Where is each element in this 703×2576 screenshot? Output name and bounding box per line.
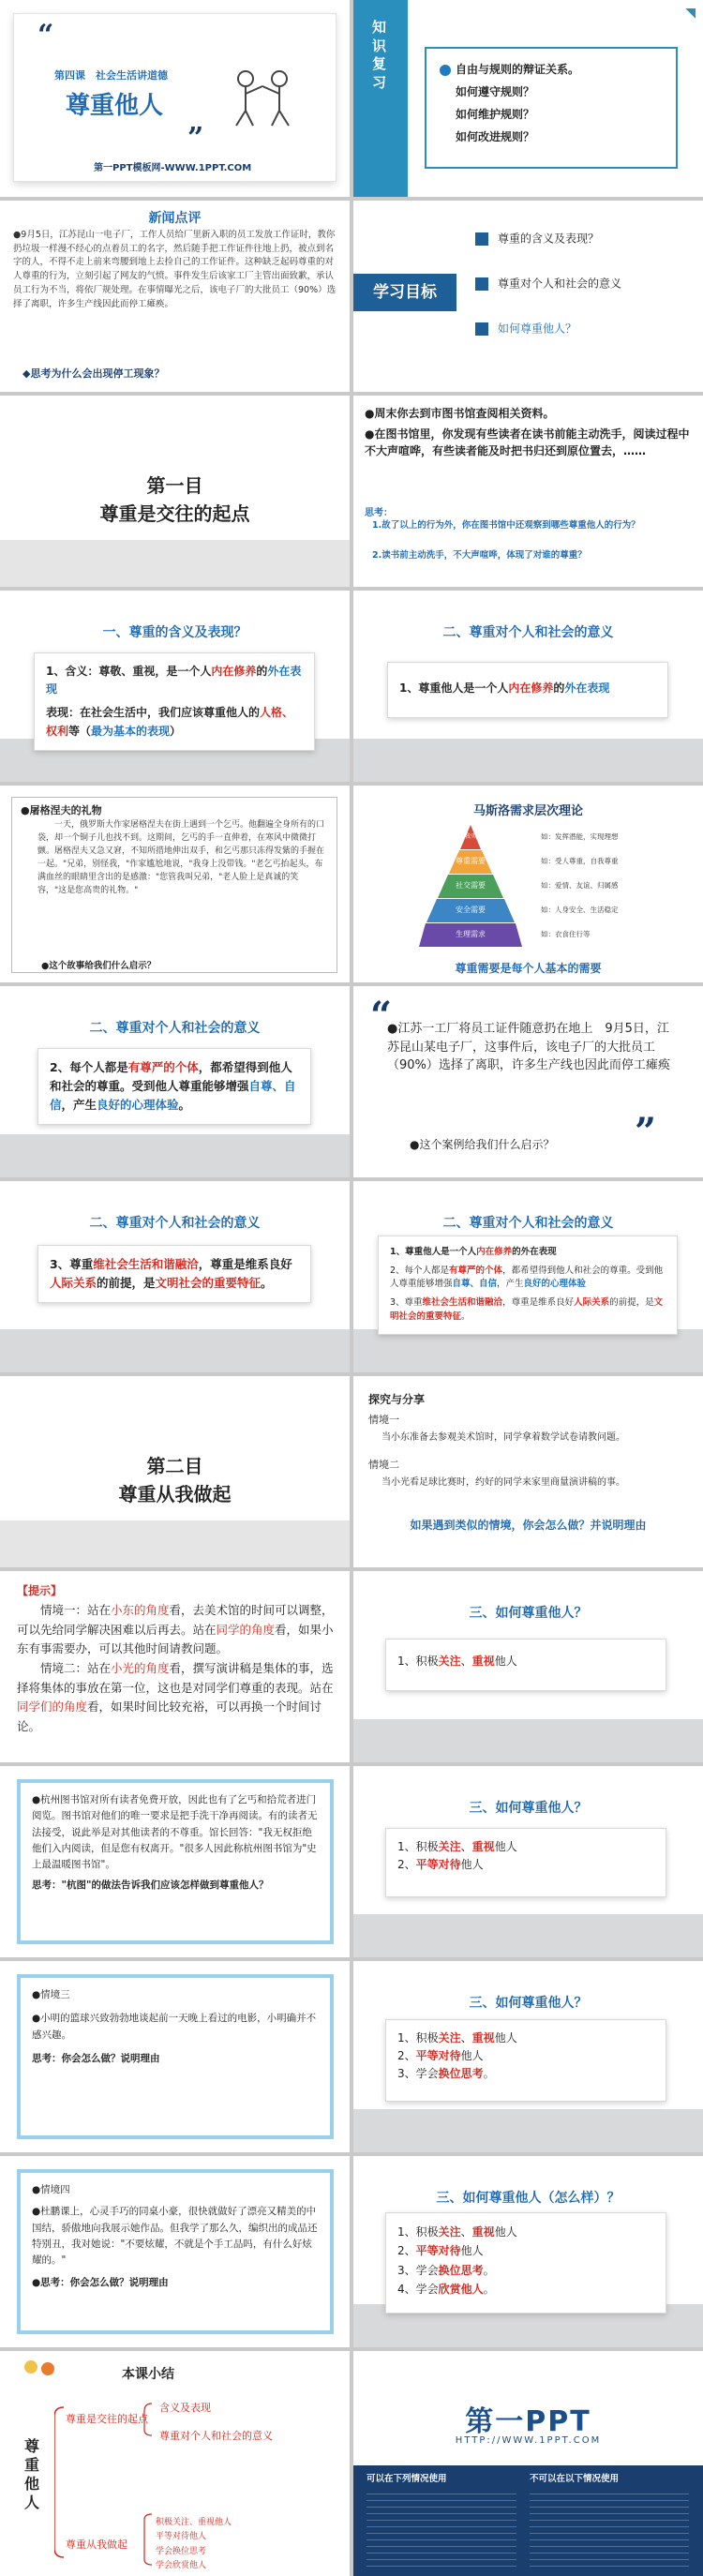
pyramid-label: 社交需要: [456, 881, 486, 890]
case-desc: 当小东准备去参观美术馆时，同学拿着数学试卷请教问题。: [381, 1432, 625, 1443]
brand-fine-print: [530, 2488, 689, 2569]
significance-title: 二、尊重对个人和社会的意义: [442, 625, 614, 640]
scenario-box: [17, 1974, 334, 2139]
summary-line: 2、每个人都是有尊严的个体，都希望得到他人和社会的尊重。受到他人尊重能够增强自尊、自信，产生良好的心理体验: [390, 1265, 664, 1290]
summary-line: 3、尊重维社会生活和谐融洽，尊重是维系良好人际关系的前提，是文明社会的重要特征。: [390, 1297, 664, 1322]
goal-item: 尊重对个人和社会的意义: [475, 277, 621, 291]
slide-explore: [353, 1376, 703, 1567]
slide-significance-3: [0, 1181, 350, 1372]
case-label: 情境一: [368, 1414, 399, 1426]
slide-significance-summary: [353, 1181, 703, 1372]
review-item: 如何维护规则？: [456, 108, 535, 121]
meaning-box: [34, 652, 315, 751]
nav-arrow-icon: ◥: [685, 6, 696, 21]
summary-leaf: 学会换位思考: [156, 2546, 207, 2556]
slide-library: [353, 396, 703, 587]
scenario-question: 思考：你会怎么做？说明理由: [32, 2052, 160, 2064]
story-question: ●这个故事给我们什么启示？: [41, 961, 157, 971]
significance-box: [387, 662, 668, 718]
meaning-line: 表现：在社会生活中，我们应该尊重他人的人格、权利等（最为基本的表现）: [46, 706, 294, 738]
pyramid-desc: 如：受人尊重，自我尊重: [541, 857, 619, 865]
library-case-box: [17, 1779, 334, 1944]
how-item: 2、平等对待他人: [397, 2244, 484, 2258]
review-list: [425, 47, 678, 169]
slide-how-3: [353, 1961, 703, 2152]
scenario-body: ●小明的篮球兴致勃勃地谈起前一天晚上看过的电影，小明确并不感兴趣。: [32, 2013, 317, 2041]
story-title: ●屠格涅夫的礼物: [21, 804, 102, 816]
tips-body: 情境一：站在小东的角度看，去美术馆的时间可以调整，可以先给同学解决困难以后再去。站在同学的角度看，如果小东有事需要办，可以其他时间请教问题。 情境二：站在小光的角度看，撰写演讲稿是集体的事，选择将集体的事放在第一位，这也是对同学们尊重的表现。站在同学们的角度看，如果时间比较充裕，可以再换一个时间讨论。: [17, 1603, 334, 1733]
library-q2: 2.读书前主动洗手，不大声喧哗，体现了对谁的尊重？: [372, 550, 587, 561]
case-text: ●江苏一工厂将员工证件随意扔在地上 9月5日，江苏昆山某电子厂，这事件后，该电子厂的大批员工（90%）选择了离职，许多生产线也因此而停工瘫痪: [387, 1022, 670, 1072]
slide-scenario-3: [0, 1961, 350, 2152]
section-label: 第一目: [146, 474, 203, 497]
how-box: [385, 1639, 666, 1691]
slide-significance-2: [0, 986, 350, 1177]
how-item: 2、平等对待他人: [397, 2049, 484, 2063]
section-title: 尊重从我做起: [118, 1483, 232, 1505]
pyramid-desc: 如：发挥潜能，实现理想: [541, 832, 619, 841]
scenario-body: ●杜鹏课上，心灵手巧的同桌小豪，很快就做好了漂亮又精美的中国结，骄傲地向我展示她作品。但我学了那么久，编织出的成品还特别丑，我对她说："不要炫耀，不就是个手工品吗，有什么好炫耀的。": [32, 2206, 318, 2267]
review-item: 如何改进规则？: [456, 130, 535, 143]
brand-col-title: 可以在下列情况使用: [366, 2474, 447, 2484]
explore-question: 如果遇到类似的情境，你会怎么做？并说明理由: [410, 1519, 647, 1532]
significance-box: [378, 1236, 678, 1335]
scenario-question: ●思考：你会怎么做？说明理由: [32, 2276, 169, 2288]
slide-how-1: [353, 1571, 703, 1762]
lesson-label: 第四课 社会生活讲道德: [54, 69, 168, 82]
slide-maslow: [353, 786, 703, 982]
how-item: 1、积极关注、重视他人: [397, 1655, 517, 1668]
pyramid-label: 安全需要: [456, 906, 486, 914]
pyramid-desc: 如：人身安全、生活稳定: [541, 906, 619, 914]
slide-main-title: 尊重他人: [66, 92, 164, 120]
slide-section-two: [0, 1376, 350, 1567]
slide-summary: [0, 2351, 350, 2576]
how-box: [385, 1828, 666, 1897]
summary-line: 1、尊重他人是一个人内在修养的外在表现: [390, 1247, 557, 1257]
news-question: ◆思考为什么会出现停工现象？: [22, 367, 165, 380]
how-title: 三、如何尊重他人？: [469, 1996, 588, 2011]
bullet-circle-icon: [440, 65, 451, 76]
section-title: 尊重是交往的起点: [99, 502, 250, 525]
review-item: 如何遵守规则？: [456, 85, 535, 98]
scenario-box: [17, 2169, 334, 2334]
how-item: 4、学会欣赏他人。: [397, 2283, 495, 2297]
significance-line: 1、尊重他人是一个人内在修养的外在表现: [399, 681, 610, 695]
summary-leaf: 积极关注、重视他人: [156, 2518, 232, 2527]
case-label: 情境二: [368, 1459, 399, 1471]
slide-section-one: [0, 396, 350, 587]
how-item: 3、学会换位思考。: [397, 2067, 495, 2081]
how-item: 1、积极关注、重视他人: [397, 2225, 517, 2239]
how-title: 三、如何尊重他人（怎么样）？: [436, 2191, 621, 2206]
slide-library-case: [0, 1766, 350, 1957]
scenario-head: ●情境四: [32, 2184, 70, 2195]
significance-box: 2、每个人都是有尊严的个体，都希望得到他人和社会的尊重。受到他人尊重能够增强自尊、自信，产生良好的心理体验。: [37, 1048, 311, 1125]
slide-how-2: [353, 1766, 703, 1957]
tips-label: 【提示】: [17, 1584, 63, 1597]
slide-tips: [0, 1571, 350, 1762]
summary-leaf: 学会欣赏他人: [156, 2560, 207, 2570]
significance-title: 二、尊重对个人和社会的意义: [89, 1216, 261, 1231]
explore-title: 探究与分享: [368, 1393, 426, 1406]
section-label: 第二目: [146, 1455, 203, 1477]
slide-title: [0, 0, 350, 197]
significance-title: 二、尊重对个人和社会的意义: [89, 1021, 261, 1036]
brand-fine-print: [366, 2488, 516, 2569]
how-title: 三、如何尊重他人？: [469, 1606, 588, 1621]
slide-news: [0, 201, 350, 392]
news-title: 新闻点评: [148, 211, 202, 226]
pyramid-label: 生理需求: [456, 930, 486, 938]
square-bullet-icon: [475, 232, 488, 246]
story-body: 一天，俄罗斯大作家屠格涅夫在街上遇到一个乞丐。他翻遍全身所有的口袋，却一个铜子儿也找不到。这期间，乞丐的手一直伸着，在寒风中微微打颤。屠格涅夫又急又窘，不知所措地伸出双手，和乞丐那只冻得发紫的手握在一起。"兄弟，别怪我，"作家尴尬地说，"我身上没带钱。"老乞丐抬起头，布满血丝的眼睛里含出的是感激："您管我叫兄弟，"老人脸上是真诚的笑容，"这是您高贵的礼物。": [37, 820, 325, 895]
how-item: 1、积极关注、重视他人: [397, 1840, 517, 1853]
quote-open-icon: “: [37, 19, 54, 52]
library-think: 思考：: [365, 508, 393, 518]
quote-close-icon: ”: [187, 122, 204, 155]
how-item: 3、学会换位思考。: [397, 2263, 495, 2277]
summary-title: 本课小结: [122, 2367, 174, 2382]
significance-title: 二、尊重对个人和社会的意义: [442, 1216, 614, 1231]
slide-case: [353, 986, 703, 1177]
pyramid-label: 尊重需要: [456, 857, 486, 865]
summary-branch: 尊重是交往的起点: [66, 2413, 148, 2425]
meaning-line: 1、含义：尊敬、重视，是一个人内在修养的外在表现: [46, 665, 302, 696]
goal-item: 尊重的含义及表现？: [475, 232, 621, 246]
case-question: ●这个案例给我们什么启示？: [410, 1138, 555, 1151]
square-bullet-icon: [475, 277, 488, 291]
summary-leaf: 含义及表现: [159, 2402, 211, 2414]
slide-brand: [353, 2351, 703, 2576]
summary-root: 尊重他人: [24, 2437, 40, 2511]
slide-story: [0, 786, 350, 982]
meaning-title: 一、尊重的含义及表现？: [102, 625, 247, 640]
how-item: 1、积极关注、重视他人: [397, 2031, 517, 2044]
footer-brand: 第一PPT模板网-WWW.1PPT.COM: [94, 163, 252, 173]
figures-icon: [22, 2359, 60, 2385]
library-p1: ●周末你去到市图书馆查阅相关资料。: [365, 407, 555, 420]
slide-how-4: [353, 2156, 703, 2347]
slide-significance-1: [353, 591, 703, 782]
library-p2: ●在图书馆里，你发现有些读者在读书前能主动洗手，阅读过程中不大声喧哗，有些读者能及时把书归还到原位置去，……: [365, 427, 690, 457]
library-case-body: ●杭州图书馆对所有读者免费开放，因此也有了乞丐和拾荒者进门阅览。图书馆对他们的唯一要求是把手洗干净再阅读。有的读者无法接受，说此举是对其他读者的不尊重。馆长回答："我无权拒绝他们入内阅读，但是您有权离开。"很多人因此称杭州图书馆为"史上最温暖图书馆"。: [32, 1794, 318, 1871]
brand-col-title: 不可以在以下情况使用: [530, 2474, 620, 2484]
pyramid-desc: 如：爱情、友谊、归属感: [541, 881, 619, 890]
library-case-question: 思考："杭图"的做法告诉我们应该怎样做到尊重他人？: [32, 1879, 269, 1891]
square-bullet-icon: [475, 322, 488, 336]
goal-item: 如何尊重他人？: [475, 322, 621, 336]
news-body: ●9月5日，江苏昆山一电子厂，工作人员给厂里新入职的员工发放工作证时，教你扔垃圾一样漫不经心的点着员工的名字，然后随手把工作证件往地上扔，被点到名字的人，不得不走上前来弯腰到地上去捡自己的工作证件。这种缺乏起码尊重的对人尊重的行为，立刻引起了网友的气愤。事件发生后该家工厂主管出面致歉，承认员工行为不当，将依厂规处理。在事情曝光之后，该电子厂的大批员工（90%）选择了离职，许多生产线因此而停工瘫痪。: [13, 230, 337, 309]
slide-meaning: [0, 591, 350, 782]
maslow-footer: 尊重需要是每个人基本的需要: [455, 962, 602, 975]
summary-branch: 尊重从我做起: [66, 2539, 127, 2551]
brand-url: HTTP://WWW.1PPT.COM: [455, 2435, 602, 2446]
pyramid-label: 自我实现: [458, 833, 482, 840]
significance-box: 3、尊重维社会生活和谐融洽，尊重是维系良好人际关系的前提，是文明社会的重要特征。: [37, 1245, 311, 1303]
quote-close-icon: ”: [635, 1110, 657, 1154]
case-desc: 当小光看足球比赛时，约好的同学来家里商量演讲稿的事。: [381, 1477, 625, 1488]
brand-logo: 第一PPT: [465, 2405, 591, 2438]
summary-leaf: 尊重对个人和社会的意义: [159, 2430, 273, 2442]
scenario-head: ●情境三: [32, 1989, 70, 2000]
slide-scenario-4: [0, 2156, 350, 2347]
maslow-title: 马斯洛需求层次理论: [472, 804, 583, 818]
slide-goals: [353, 201, 703, 392]
pyramid-desc: 如：衣食住行等: [541, 930, 591, 938]
review-item: 自由与规则的辩证关系。: [440, 58, 663, 81]
how-box: [385, 2212, 666, 2314]
how-item: 2、平等对待他人: [397, 1858, 484, 1872]
slide-review: [353, 0, 703, 197]
quote-open-icon: “: [370, 994, 393, 1038]
goals-label: 学习目标: [353, 274, 456, 311]
review-side-title: 知识复习: [372, 19, 387, 91]
cartoon-figures-icon: [225, 66, 300, 131]
how-box: [385, 2019, 666, 2102]
library-q1: 1.故了以上的行为外，你在图书馆中还观察到哪些尊重他人的行为？: [372, 520, 640, 531]
how-title: 三、如何尊重他人？: [469, 1801, 588, 1816]
summary-leaf: 平等对待他人: [156, 2532, 207, 2542]
